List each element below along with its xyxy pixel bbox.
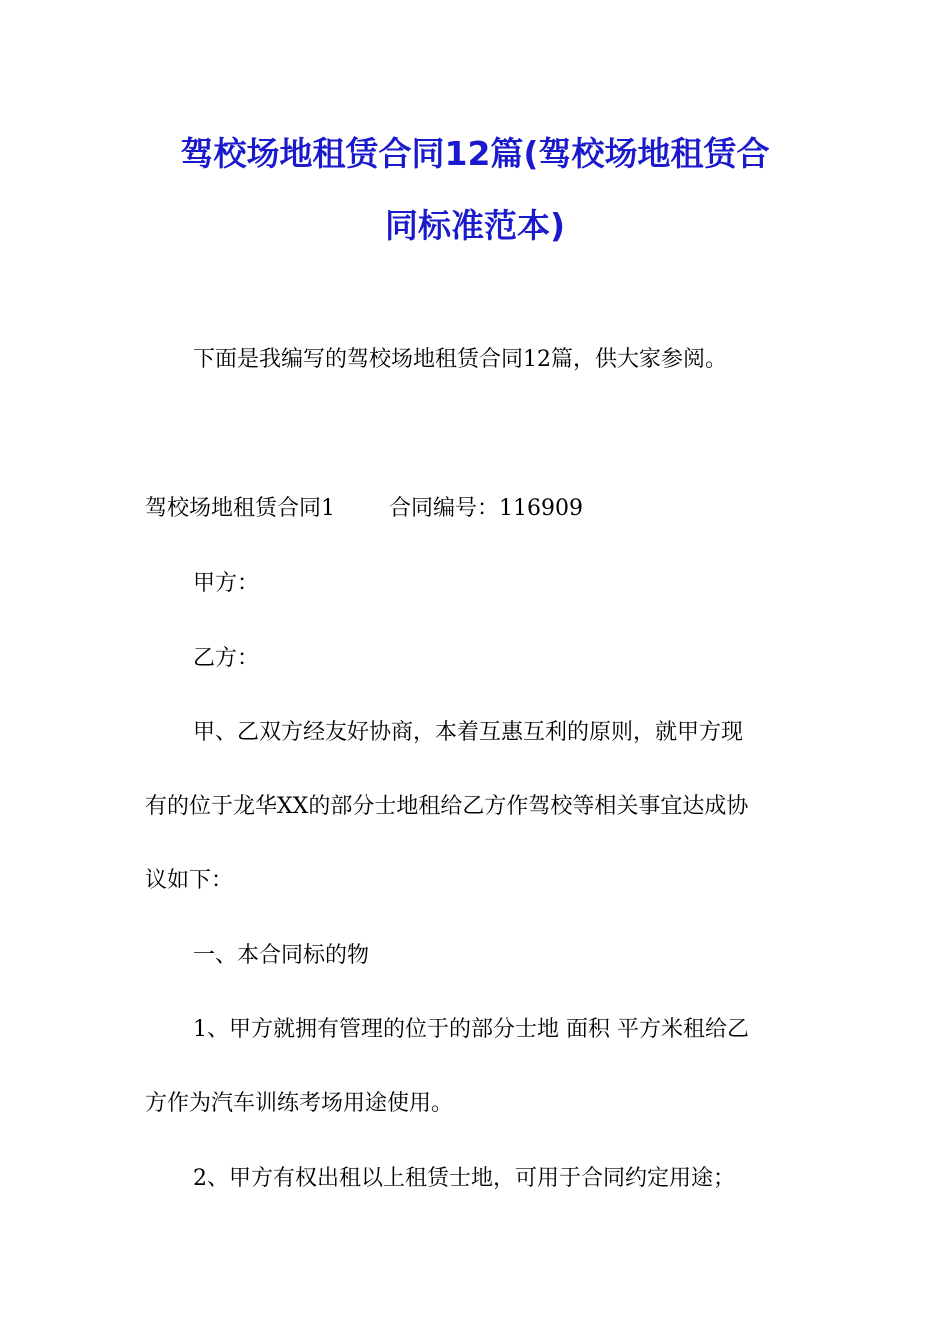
contract-number: 合同编号：116909 — [389, 496, 583, 521]
contract-heading-row — [145, 494, 583, 524]
party-a-label: 甲方： — [193, 571, 260, 596]
agreement-paragraph-line-1: 甲、乙双方经友好协商，本着互惠互利的原则，就甲方现 — [193, 720, 744, 745]
agreement-paragraph-line-2: 有的位于龙华XX的部分士地租给乙方作驾校等相关事宜达成协 — [145, 794, 749, 819]
item-1-line-1: 1、甲方就拥有管理的位于的部分士地 面积 平方米租给乙 — [193, 1017, 749, 1042]
section-1-heading: 一、本合同标的物 — [193, 943, 370, 968]
item-2-line-1: 2、甲方有权出租以上租赁士地，可用于合同约定用途； — [193, 1166, 735, 1191]
agreement-paragraph-line-3: 议如下： — [145, 868, 234, 893]
document-title-line-2: 同标准范本) — [384, 206, 566, 245]
intro-paragraph: 下面是我编写的驾校场地租赁合同12篇，供大家参阅。 — [193, 347, 727, 372]
contract-heading: 驾校场地租赁合同1 — [145, 496, 335, 521]
document-title-line-1: 驾校场地租赁合同12篇(驾校场地租赁合 — [180, 134, 770, 173]
item-1-line-2: 方作为汽车训练考场用途使用。 — [145, 1091, 454, 1116]
party-b-label: 乙方： — [193, 646, 260, 671]
